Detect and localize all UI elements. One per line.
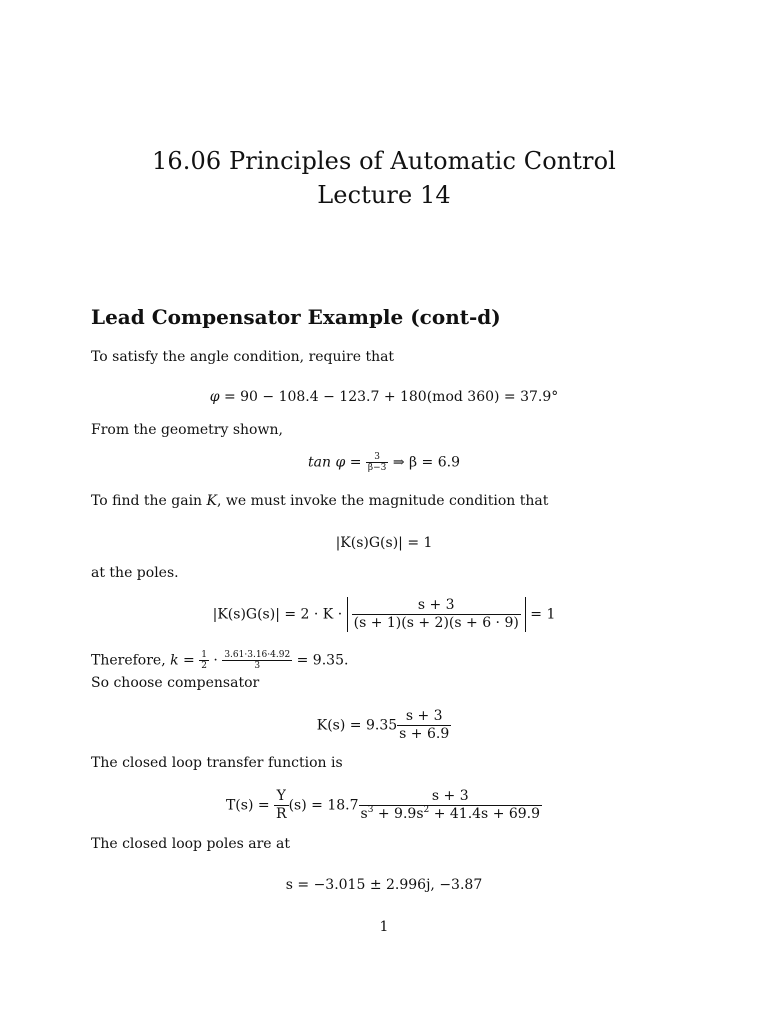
course-title: 16.06 Principles of Automatic Control bbox=[152, 147, 616, 175]
equation-transfer-ratio-num: Y bbox=[274, 788, 289, 806]
gain-fraction bbox=[222, 650, 292, 671]
gain-half-fraction bbox=[199, 650, 209, 671]
equation-magnitude-fraction bbox=[352, 597, 521, 632]
paragraph-at-poles: at the poles. bbox=[91, 565, 179, 581]
gain-k-symbol: k bbox=[170, 652, 179, 669]
equation-compensator-lhs: K(s) = 9.35 bbox=[316, 717, 398, 734]
paragraph-closed-loop-poles: The closed loop poles are at bbox=[91, 836, 291, 852]
equation-transfer-den-b: + 9.9s bbox=[373, 806, 424, 822]
paragraph-angle-condition: To satisfy the angle condition, require that bbox=[91, 349, 395, 365]
paragraph-gain-b: , we must invoke the magnitude condition that bbox=[217, 493, 549, 509]
equation-compensator-num: s + 3 bbox=[397, 708, 451, 726]
equation-compensator bbox=[0, 708, 768, 743]
gain-rhs: = 9.35. bbox=[292, 652, 349, 669]
equation-transfer-den bbox=[359, 806, 543, 823]
gain-half-num: 1 bbox=[201, 650, 207, 660]
equation-tan-num: 3 bbox=[366, 452, 388, 463]
equation-angle-lhs: φ bbox=[209, 389, 220, 405]
equation-tan-lhs: tan φ bbox=[308, 454, 346, 471]
equation-angle bbox=[0, 389, 768, 405]
equation-transfer-ratio bbox=[274, 788, 289, 823]
equation-magnitude-den: (s + 1)(s + 2)(s + 6 · 9) bbox=[353, 615, 519, 631]
equation-transfer-den-c: + 41.4s + 69.9 bbox=[429, 806, 541, 822]
section-heading: Lead Compensator Example (cont-d) bbox=[91, 305, 501, 329]
equation-compensator-den: s + 6.9 bbox=[399, 726, 450, 742]
equation-angle-rhs: = 90 − 108.4 − 123.7 + 180(mod 360) = 37.9° bbox=[219, 389, 559, 405]
equation-magnitude-expanded-rhs: = 1 bbox=[525, 606, 556, 623]
lecture-title: Lecture 14 bbox=[317, 181, 451, 209]
equation-magnitude-num: s + 3 bbox=[352, 597, 521, 615]
equation-compensator-fraction bbox=[397, 708, 451, 743]
paragraph-therefore bbox=[91, 650, 348, 671]
equation-transfer-den-exp3: 3 bbox=[367, 805, 374, 815]
equation-tan-fraction bbox=[366, 452, 388, 473]
equation-transfer-den-a: s bbox=[360, 806, 368, 822]
equation-transfer-lhs-b: (s) = 18.7 bbox=[288, 797, 359, 814]
absolute-value bbox=[347, 597, 526, 632]
equation-transfer bbox=[0, 788, 768, 823]
gain-num: 3.61·3.16·4.92 bbox=[224, 650, 291, 660]
paragraph-gain bbox=[91, 493, 548, 509]
gain-half-den: 2 bbox=[201, 661, 207, 671]
gain-dot: · bbox=[208, 652, 223, 669]
gain-eq: = bbox=[178, 652, 200, 669]
paragraph-transfer-function: The closed loop transfer function is bbox=[91, 755, 343, 771]
equation-transfer-ratio-den: R bbox=[276, 806, 287, 822]
paragraph-gain-k: K bbox=[206, 493, 217, 509]
gain-den: 3 bbox=[254, 661, 261, 671]
equation-transfer-lhs-a: T(s) = bbox=[225, 797, 275, 814]
equation-tan bbox=[0, 452, 768, 473]
equation-transfer-fraction bbox=[359, 788, 543, 823]
equation-tan-eq: = bbox=[345, 454, 366, 471]
equation-poles: s = −3.015 ± 2.996j, −3.87 bbox=[285, 877, 483, 893]
equation-tan-rhs: ⇒ β = 6.9 bbox=[388, 454, 460, 471]
equation-magnitude: |K(s)G(s)| = 1 bbox=[335, 535, 433, 551]
paragraph-geometry: From the geometry shown, bbox=[91, 422, 283, 438]
equation-transfer-den-exp2: 2 bbox=[423, 805, 430, 815]
paragraph-choose-compensator: So choose compensator bbox=[91, 675, 260, 691]
page-number: 1 bbox=[379, 919, 389, 935]
equation-magnitude-expanded bbox=[0, 597, 768, 632]
paragraph-gain-a: To find the gain bbox=[91, 493, 207, 509]
equation-magnitude-expanded-lhs: |K(s)G(s)| = 2 · K · bbox=[212, 606, 347, 623]
paragraph-therefore-prefix: Therefore, bbox=[91, 652, 171, 669]
equation-transfer-num: s + 3 bbox=[359, 788, 543, 806]
equation-tan-den: β−3 bbox=[367, 463, 387, 473]
